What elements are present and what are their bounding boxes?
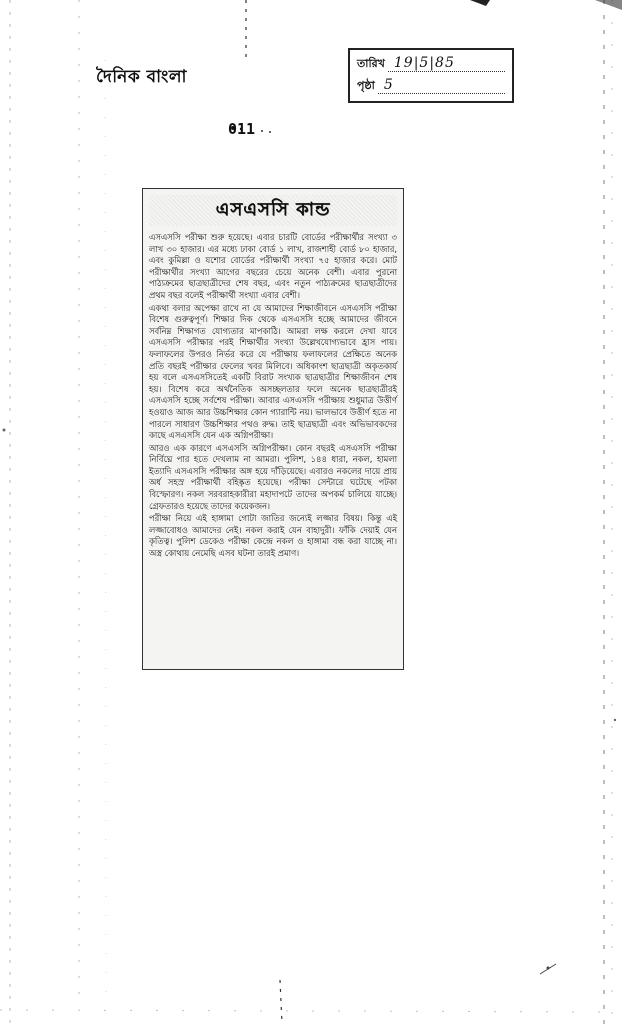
- date-value: 19|5|85: [388, 55, 505, 72]
- page-row: [357, 77, 505, 99]
- document-number: 011: [228, 120, 256, 138]
- article-body: [149, 232, 397, 560]
- article-headline: এসএসসি কান্ড: [149, 195, 397, 226]
- article-paragraph: এসএসসি পরীক্ষা শুরু হয়েছে। এবার চারটি বোর্ডের পরীক্ষার্থীর সংখ্যা ৩ লাখ ৩০ হাজার। এর মধ্যে ঢাকা বোর্ড ১ লাখ, রাজশাহী বোর্ড ৮০ হাজার, এবং কুমিল্লা ও যশোর বোর্ডের পরীক্ষার্থী সংখ্যা ৭৫ হাজার করে। মোট পরীক্ষার্থীর সংখ্যা আগের বছরের চেয়ে অনেক বেশী। এবার পুরনো পাঠ্যক্রমের ছাত্রছাত্রীদের শেষ বছর, এবং নতুন পাঠ্যক্রমের ছাত্রছাত্রীদের প্রথম বছর বলেই পরীক্ষার্থী সংখ্যা এবার বেশী।: [149, 232, 397, 300]
- date-stamp: [348, 48, 514, 103]
- page-value: 5: [378, 77, 505, 94]
- article-paragraph: একথা বলার অপেক্ষা রাখে না যে আমাদের শিক্ষাজীবনে এসএসসি পরীক্ষা বিশেষ গুরুত্বপূর্ণ। শিক্ষার দিক থেকে এসএসসি হচ্ছে আমাদের জীবনে সর্বনিম্ন শিক্ষাগত যোগ্যতার মাপকাঠি। আমরা লক্ষ করলে দেখা যাবে এসএসসি পরীক্ষার পরই শিক্ষার্থীর সংখ্যা উল্লেখযোগ্যভাবে হ্রাস পায়। ফলাফলের উপরও নির্ভর করে যে পরীক্ষায় ফলাফলের প্রেক্ষিতে অনেক প্রতি বছরই পরীক্ষার ফেলের খবর মিলিবে। অধিকাংশ ছাত্রছাত্রী অকৃতকার্য হয় বলে এসএসসিতেই একটি বিরাট সংখ্যক ছাত্রছাত্রীর শিক্ষাজীবন শেষ হয়। বিশেষ করে অর্থনৈতিক অসচ্ছলতার ফলে অনেক ছাত্রছাত্রীরই এসএসসি হচ্ছে সর্বশেষ পরীক্ষা। আবার এসএসসি পরীক্ষায় শুধুমাত্র উত্তীর্ণ হওয়াও আজ আর উচ্চশিক্ষার কোন গ্যারান্টি নয়। ভালভাবে উত্তীর্ণ হতে না পারলে সাধারণ উচ্চশিক্ষার পথও রুদ্ধ। তাই ছাত্রছাত্রী এবং অভিভাবকদের কাছে এসএসসি যেন এক অগ্নিপরীক্ষা।: [149, 302, 397, 441]
- date-row: [357, 55, 505, 77]
- article-paragraph: আরও এক কারণে এসএসসি অগ্নিপরীক্ষা। কোন বছরই এসএসসি পরীক্ষা নির্বিঘ্নে পার হতে দেখলাম না আমরা। পুলিশ, ১৪৪ ধারা, নকল, হামলা ইত্যাদি এসএসসি পরীক্ষার অঙ্গ হয়ে দাঁড়িয়েছে। এবারও নকলের দায়ে প্রায় অর্ধ সহস্র পরীক্ষার্থী বহিষ্কৃত হয়েছে। পরীক্ষা সেন্টারে ঘটেছে পটকা বিস্ফোরণ। নকল সরবরাহকারীরা মহাদাপটে তাদের অপকর্ম চালিয়ে যাচ্ছে। গ্রেফতারও হয়েছে তাদের কয়েকজন।: [149, 442, 397, 511]
- article-paragraph: পরীক্ষা নিয়ে এই হাঙ্গামা গোটা জাতির জন্যেই লজ্জার বিষয়। কিন্তু এই লজ্জাবোধও আমাদের নেই। নকল করাই যেন বাহাদুরী। ফাঁকি দেয়াই যেন কৃতিত্ব। পুলিশ ডেকেও পরীক্ষা কেন্দ্রে নকল ও হাঙ্গামা বন্ধ করা যাচ্ছে না। অস্ত্র কোথায় নেমেছি এসব ঘটনা তারই প্রমাণ।: [149, 513, 397, 559]
- newspaper-name: দৈনিক বাংলা: [96, 67, 187, 87]
- newspaper-clipping: [142, 188, 404, 670]
- page-label: পৃষ্ঠা: [357, 79, 375, 92]
- date-label: তারিখ: [357, 57, 385, 70]
